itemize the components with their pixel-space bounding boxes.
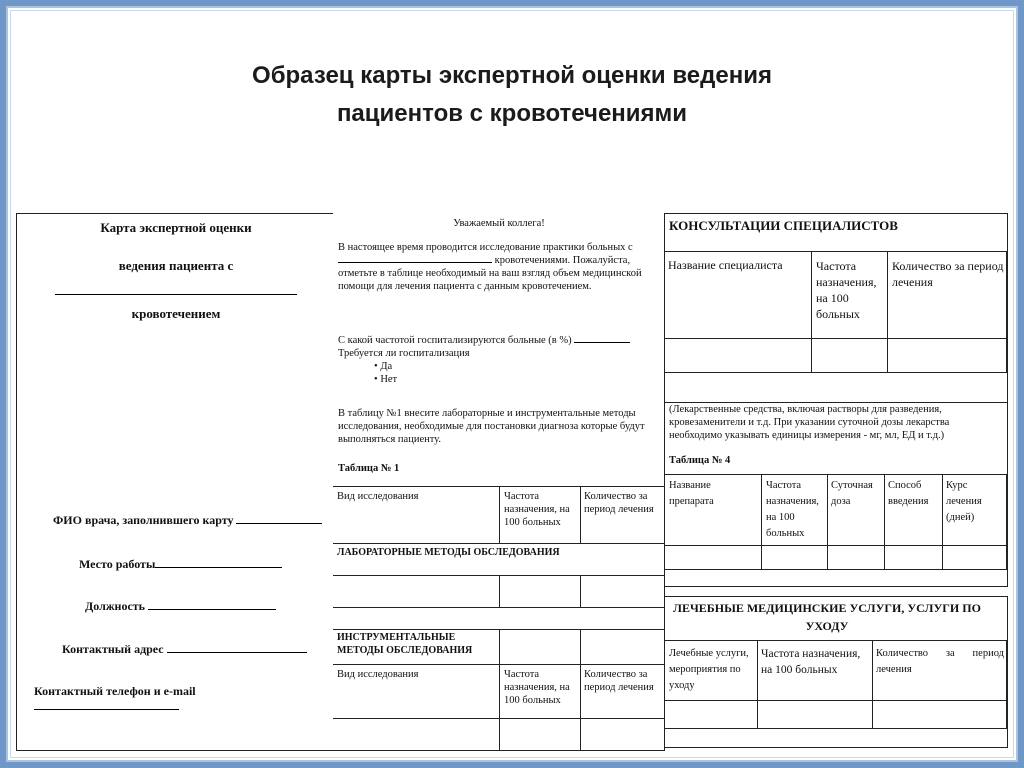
table1-instructions — [338, 407, 658, 446]
letter-intro-blank[interactable] — [338, 262, 492, 263]
field-input-line[interactable] — [155, 567, 282, 568]
table1-instr-line1: В таблицу №1 внесите лабораторные и инструментальные методы — [338, 408, 636, 419]
drugs-panel — [664, 402, 1008, 587]
table1-instr-header: ИНСТРУМЕНТАЛЬНЫЕ МЕТОДЫ ОБСЛЕДОВАНИЯ — [337, 632, 473, 656]
table1b-col-study-type: Вид исследования — [337, 669, 419, 680]
field-position — [85, 599, 276, 614]
table4-data-row[interactable] — [665, 545, 1007, 569]
slide-title-line2: пациентов с кровотечениями — [336, 100, 688, 127]
field-phone-email — [34, 684, 333, 714]
field-label: Место работы — [79, 557, 156, 571]
field-label: ФИО врача, заполнившего карту — [53, 513, 234, 527]
consult-panel — [664, 213, 1008, 403]
table4-label: Таблица № 4 — [669, 455, 731, 466]
letter-intro-line4: помощи для лечения пациента с данным кровотечением. — [338, 281, 592, 292]
slide-title-line1: Образец карты экспертной оценки ведения — [252, 62, 772, 89]
table1-instr-line2: исследования, необходимые для постановки диагноза которые будут — [338, 421, 645, 432]
table4-col-drug-name: Название препарата — [669, 480, 714, 507]
table4-col-daily-dose: Суточная доза — [831, 480, 873, 507]
option-yes[interactable]: • Да — [374, 361, 393, 372]
frequency-input-line[interactable] — [574, 342, 630, 343]
consult-col-quantity: Количество за период лечения — [892, 259, 1004, 289]
field-workplace — [79, 557, 282, 572]
services-panel — [664, 596, 1008, 748]
table1b-col-frequency: Частота назначения, на 100 больных — [504, 669, 570, 706]
services-col-quantity: Количество за период лечения — [876, 648, 1004, 675]
consult-col-frequency: Частота назначения, на 100 больных — [816, 259, 877, 321]
question-frequency: С какой частотой госпитализируются больные (в %) — [338, 334, 658, 347]
card-title-line2: ведения пациента с — [118, 258, 234, 273]
field-input-line[interactable] — [34, 709, 179, 710]
consult-col-specialist: Название специалиста — [668, 258, 783, 272]
field-address — [62, 642, 307, 657]
letter-intro-line3: отметьте в таблице необходимый на ваш взгляд объем медицинской — [338, 268, 642, 279]
field-label: Должность — [85, 599, 146, 613]
services-data-row[interactable] — [665, 700, 1007, 728]
letter-intro-line2: кровотечениями. Пожалуйста, — [338, 254, 658, 267]
table1-lab-row[interactable] — [333, 575, 665, 607]
consult-data-row[interactable] — [665, 338, 1007, 372]
letter-greeting: Уважаемый коллега! — [453, 218, 545, 229]
table1-col-quantity: Количество за период лечения — [584, 491, 654, 515]
letter-questions — [338, 334, 658, 386]
table1-instr-line3: выполняться пациенту. — [338, 434, 441, 445]
letter-panel — [333, 213, 665, 751]
table1-col-frequency: Частота назначения, на 100 больных — [504, 491, 570, 528]
field-input-line[interactable] — [236, 523, 322, 524]
field-doctor-name — [53, 513, 322, 528]
drugs-note: (Лекарственные средства, включая растворы для разведения, кровезаменители и т.д. При указании суточной дозы лекарства необходимо указывать единицы измерения - мг, мл, ЕД и т.д.) — [669, 404, 950, 441]
consult-header: КОНСУЛЬТАЦИИ СПЕЦИАЛИСТОВ — [669, 218, 898, 233]
table1-col-study-type: Вид исследования — [337, 491, 419, 502]
field-input-line[interactable] — [167, 652, 307, 653]
services-col-service: Лечебные услуги, мероприятия по уходу — [669, 648, 749, 691]
table4-col-course: Курс лечения (дней) — [946, 480, 982, 523]
table4-col-route: Способ введения — [888, 480, 929, 507]
table1-lab-header: ЛАБОРАТОРНЫЕ МЕТОДЫ ОБСЛЕДОВАНИЯ — [337, 547, 560, 558]
card-title-blank-line — [55, 294, 297, 295]
letter-intro-line1: В настоящее время проводится исследование практики больных с — [338, 242, 633, 253]
services-header: ЛЕЧЕБНЫЕ МЕДИЦИНСКИЕ УСЛУГИ, УСЛУГИ ПО УХОДУ — [673, 601, 981, 633]
option-no[interactable]: • Нет — [374, 374, 398, 385]
card-cover-panel — [16, 213, 334, 751]
table1b-col-quantity: Количество за период лечения — [584, 669, 654, 693]
letter-intro — [338, 241, 658, 293]
services-col-frequency: Частота назначения, на 100 больных — [761, 648, 861, 676]
table4-col-frequency: Частота назначения, на 100 больных — [766, 480, 819, 539]
slide-title — [0, 57, 1024, 133]
field-label: Контактный адрес — [62, 642, 164, 656]
field-input-line[interactable] — [148, 609, 276, 610]
card-title-line1: Карта экспертной оценки — [100, 220, 252, 235]
table1-label: Таблица № 1 — [338, 463, 400, 474]
question-hospitalization: Требуется ли госпитализация — [338, 348, 470, 359]
field-label: Контактный телефон и e-mail — [34, 684, 196, 698]
card-title-line3: кровотечением — [131, 306, 221, 321]
